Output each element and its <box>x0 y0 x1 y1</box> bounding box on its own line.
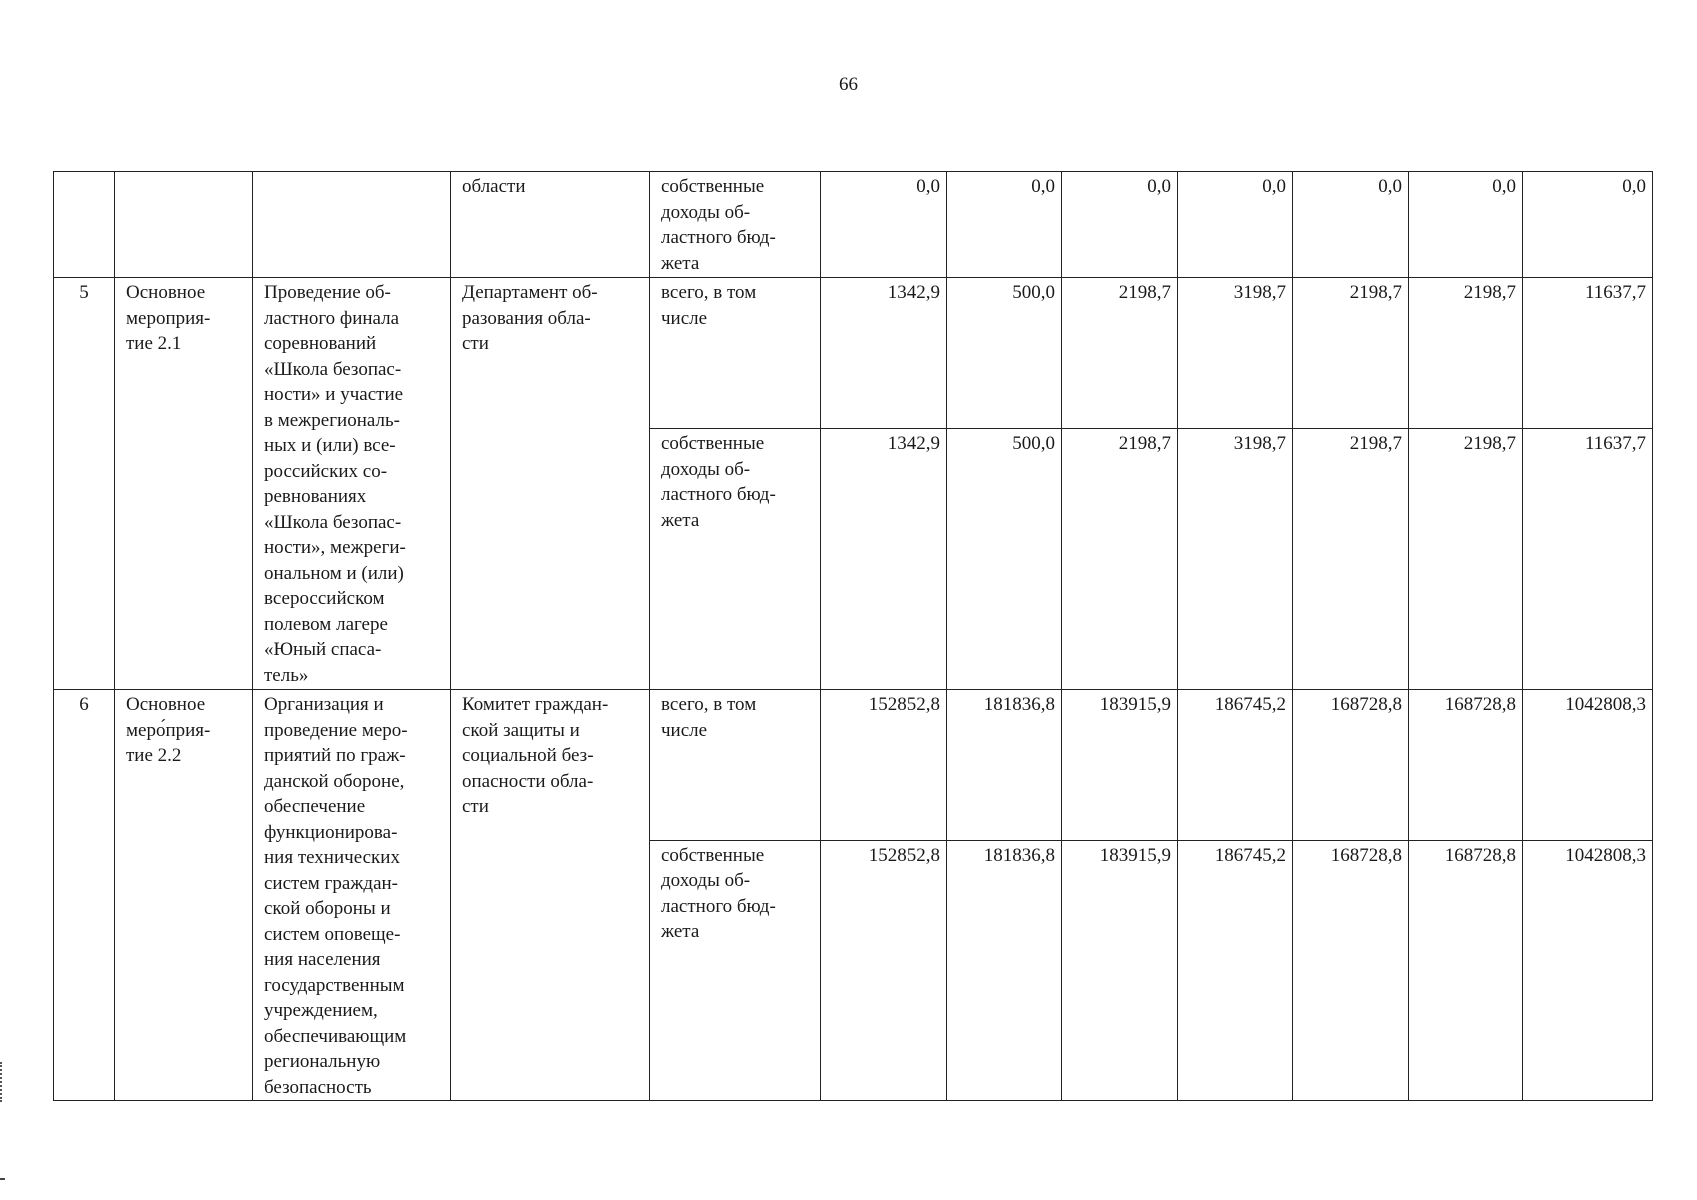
value-cell: 2198,7 <box>1062 278 1178 429</box>
event-name-cell: Проведение об- ластного финала соревнований «Школа безопас- ности» и участие в межрегиональ- ных и (или) все- российских со- ревнованиях «Школа безопас- ности», межреги- ональном и (или) всероссийском полевом лагере «Юный спаса- тель» <box>253 278 451 690</box>
value-cell: 186745,2 <box>1178 840 1293 1100</box>
value-cell: 168728,8 <box>1409 840 1523 1100</box>
value-cell: 152852,8 <box>821 690 947 841</box>
value-cell: 168728,8 <box>1293 840 1409 1100</box>
value-cell: 0,0 <box>1409 172 1523 278</box>
value-cell: 0,0 <box>947 172 1062 278</box>
event-type-cell <box>115 172 253 278</box>
executor-cell: Департамент об- разования обла- сти <box>451 278 650 690</box>
value-cell: 186745,2 <box>1178 690 1293 841</box>
value-cell: 0,0 <box>1293 172 1409 278</box>
value-cell: 3198,7 <box>1178 429 1293 690</box>
table-row <box>54 278 1653 429</box>
executor-cell: Комитет граждан- ской защиты и социальной без- опасности обла- сти <box>451 690 650 1101</box>
value-cell: 2198,7 <box>1062 429 1178 690</box>
value-cell: 2198,7 <box>1293 278 1409 429</box>
value-cell: 183915,9 <box>1062 690 1178 841</box>
table-row <box>54 690 1653 841</box>
value-cell: 168728,8 <box>1409 690 1523 841</box>
value-cell: 500,0 <box>947 429 1062 690</box>
value-cell: 0,0 <box>1062 172 1178 278</box>
funding-source-cell: всего, в том числе <box>650 690 821 841</box>
event-type-cell: Основное меро́прия- тие 2.2 <box>115 690 253 1101</box>
value-cell: 2198,7 <box>1409 278 1523 429</box>
value-cell: 183915,9 <box>1062 840 1178 1100</box>
scan-margin-tick <box>0 1178 5 1180</box>
value-cell: 1042808,3 <box>1523 840 1653 1100</box>
value-cell: 0,0 <box>821 172 947 278</box>
value-cell: 2198,7 <box>1293 429 1409 690</box>
value-cell: 1342,9 <box>821 278 947 429</box>
row-index-cell: 5 <box>54 278 115 690</box>
value-cell: 0,0 <box>1523 172 1653 278</box>
page-number: 66 <box>839 74 858 95</box>
value-cell: 181836,8 <box>947 690 1062 841</box>
value-cell: 2198,7 <box>1409 429 1523 690</box>
funding-source-cell: собственные доходы об- ластного бюд- жета <box>650 172 821 278</box>
value-cell: 11637,7 <box>1523 278 1653 429</box>
value-cell: 500,0 <box>947 278 1062 429</box>
row-index-cell <box>54 172 115 278</box>
value-cell: 3198,7 <box>1178 278 1293 429</box>
table-row <box>54 172 1653 278</box>
funding-source-cell: собственные доходы об- ластного бюд- жета <box>650 429 821 690</box>
scan-margin-mark <box>0 1062 6 1102</box>
event-type-cell: Основное мероприя- тие 2.1 <box>115 278 253 690</box>
funding-source-cell: всего, в том числе <box>650 278 821 429</box>
event-name-cell <box>253 172 451 278</box>
row-index-cell: 6 <box>54 690 115 1101</box>
value-cell: 181836,8 <box>947 840 1062 1100</box>
value-cell: 1042808,3 <box>1523 690 1653 841</box>
event-name-cell: Организация и проведение меро- приятий по граж- данской обороне, обеспечение функционирова- ния технических систем граждан- ской обороны и систем оповеще- ния населения государственным учреждением, обеспечивающим региональную безопасность <box>253 690 451 1101</box>
funding-source-cell: собственные доходы об- ластного бюд- жета <box>650 840 821 1100</box>
value-cell: 11637,7 <box>1523 429 1653 690</box>
value-cell: 152852,8 <box>821 840 947 1100</box>
value-cell: 1342,9 <box>821 429 947 690</box>
value-cell: 0,0 <box>1178 172 1293 278</box>
value-cell: 168728,8 <box>1293 690 1409 841</box>
budget-table <box>53 171 1653 1101</box>
executor-cell: области <box>451 172 650 278</box>
